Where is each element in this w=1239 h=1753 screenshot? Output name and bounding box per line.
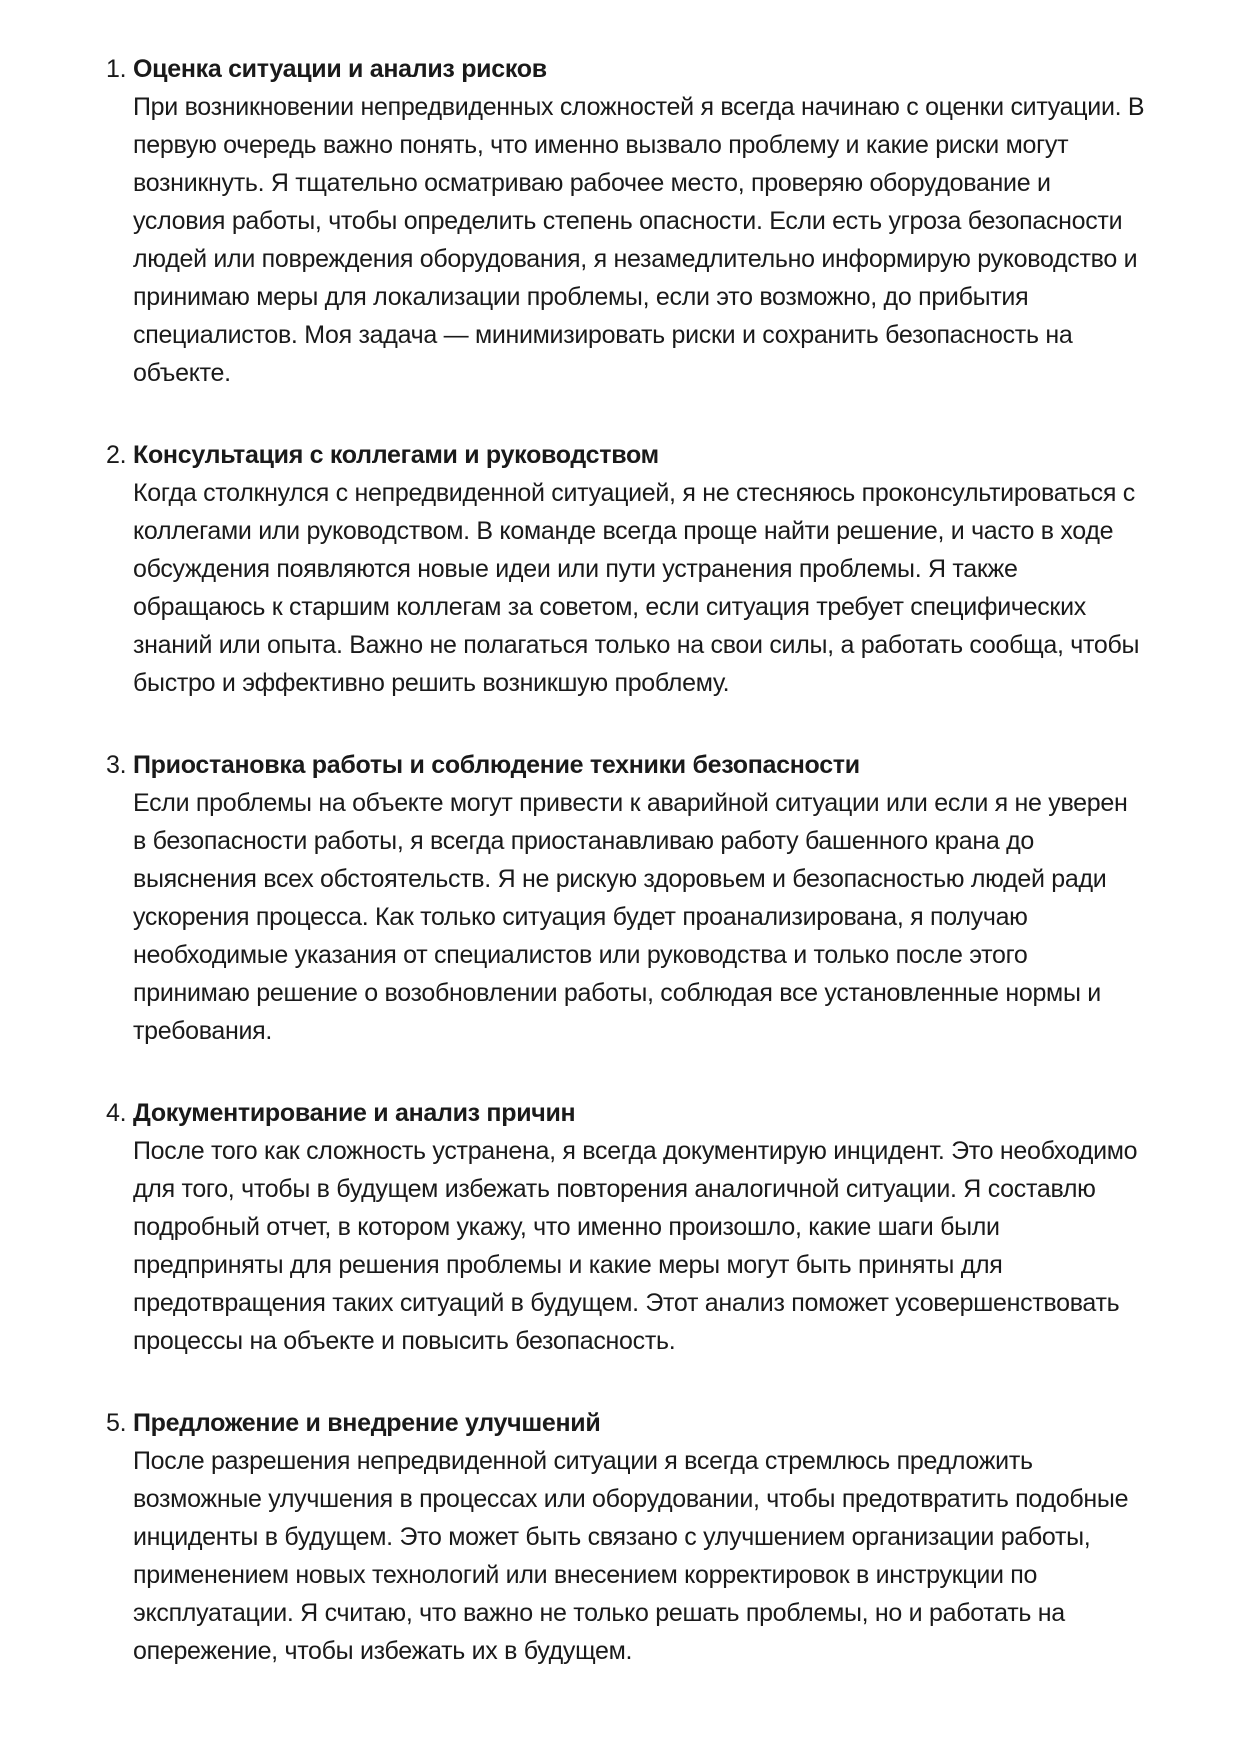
list-item — [106, 1404, 1149, 1670]
list-item-body: Когда столкнулся с непредвиденной ситуацией, я не стесняюсь проконсультироваться с коллегами или руководством. В команде всегда проще найти решение, и часто в ходе обсуждения появляются новые идеи или пути устранения проблемы. Я также обращаюсь к старшим коллегам за советом, если ситуация требует специфических знаний или опыта. Важно не полагаться только на свои силы, а работать сообща, чтобы быстро и эффективно решить возникшую проблему. — [133, 479, 1140, 697]
list-item-body: После того как сложность устранена, я всегда документирую инцидент. Это необходимо для того, чтобы в будущем избежать повторения аналогичной ситуации. Я составлю подробный отчет, в котором укажу, что именно произошло, какие шаги были предприняты для решения проблемы и какие меры могут быть приняты для предотвращения таких ситуаций в будущем. Этот анализ поможет усовершенствовать процессы на объекте и повысить безопасность. — [133, 1137, 1138, 1355]
list-item-title: Консультация с коллегами и руководством — [133, 441, 659, 469]
list-item — [106, 50, 1149, 392]
list-item-number: 4. — [106, 1099, 127, 1127]
list-item-content — [133, 1404, 1145, 1670]
list-item — [106, 436, 1149, 702]
list-item-content — [133, 746, 1145, 1050]
list-item-title: Приостановка работы и соблюдение техники безопасности — [133, 751, 860, 779]
list-item-title: Оценка ситуации и анализ рисков — [133, 55, 547, 83]
list-item-content — [133, 50, 1145, 392]
list-item-number: 5. — [106, 1409, 127, 1437]
list-item-title: Документирование и анализ причин — [133, 1099, 576, 1127]
list-item-number: 2. — [106, 441, 127, 469]
list-item — [106, 1094, 1149, 1360]
list-item-body: Если проблемы на объекте могут привести к аварийной ситуации или если я не уверен в безопасности работы, я всегда приостанавливаю работу башенного крана до выяснения всех обстоятельств. Я не рискую здоровьем и безопасностью людей ради ускорения процесса. Как только ситуация будет проанализирована, я получаю необходимые указания от специалистов или руководства и только после этого принимаю решение о возобновлении работы, соблюдая все установленные нормы и требования. — [133, 789, 1128, 1045]
list-item-content — [133, 1094, 1145, 1360]
list-item-title: Предложение и внедрение улучшений — [133, 1409, 601, 1437]
list-item-number: 1. — [106, 55, 127, 83]
list-item — [106, 746, 1149, 1050]
list-item-number: 3. — [106, 751, 127, 779]
list-item-content — [133, 436, 1145, 702]
list-item-body: При возникновении непредвиденных сложностей я всегда начинаю с оценки ситуации. В первую очередь важно понять, что именно вызвало проблему и какие риски могут возникнуть. Я тщательно осматриваю рабочее место, проверяю оборудование и условия работы, чтобы определить степень опасности. Если есть угроза безопасности людей или повреждения оборудования, я незамедлительно информирую руководство и принимаю меры для локализации проблемы, если это возможно, до прибытия специалистов. Моя задача — минимизировать риски и сохранить безопасность на объекте. — [133, 93, 1145, 387]
list-item-body: После разрешения непредвиденной ситуации я всегда стремлюсь предложить возможные улучшения в процессах или оборудовании, чтобы предотвратить подобные инциденты в будущем. Это может быть связано с улучшением организации работы, применением новых технологий или внесением корректировок в инструкции по эксплуатации. Я считаю, что важно не только решать проблемы, но и работать на опережение, чтобы избежать их в будущем. — [133, 1447, 1129, 1665]
